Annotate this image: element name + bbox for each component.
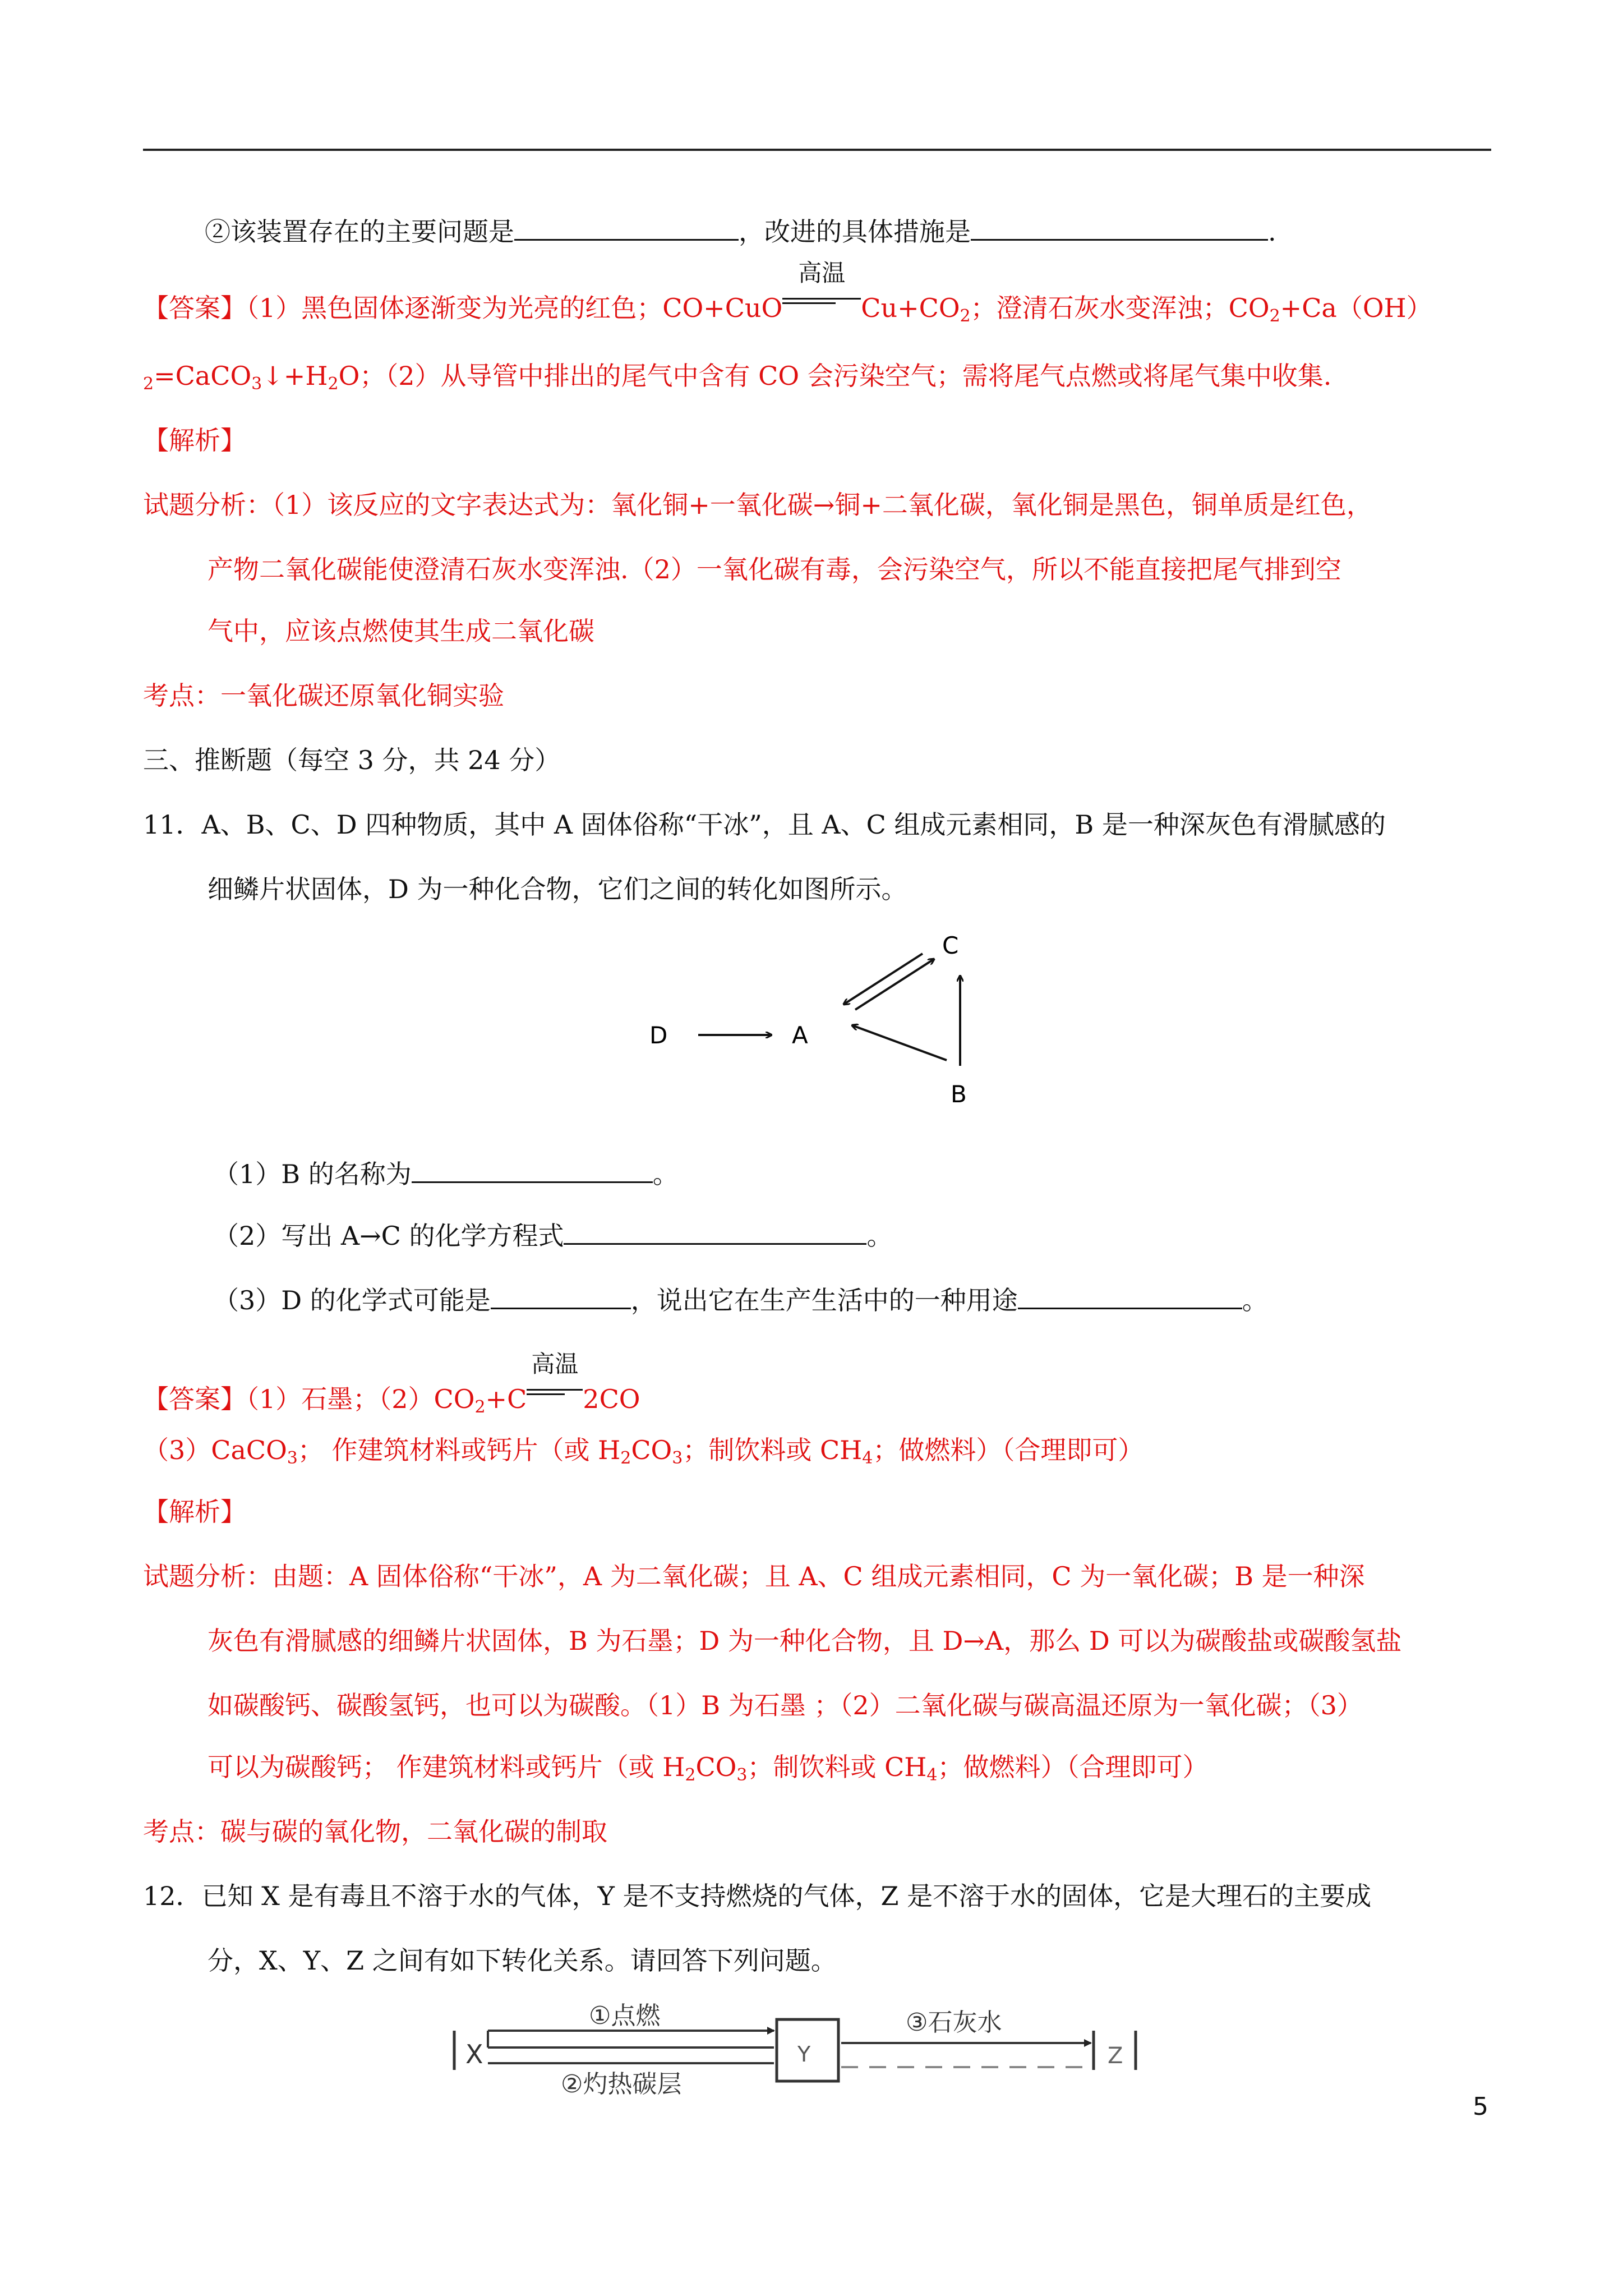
answer-10-line-1: 【答案】（1）黑色固体逐渐变为光亮的红色；CO+CuO 高温 $Cu+CO_2$；澄清石灰水变浑浊；$CO_2+Ca(OH)$ [143,259,1432,326]
arrow-c-to-a [844,954,923,1004]
conversion-diagram-12 [443,1997,1144,2104]
analysis-11-line-4: 可以为碳酸钙； 作建筑材料或钙片（或 $H_2CO_3$；制饮料或 $CH_4$；做燃料）（合理即可） [208,1752,1209,1785]
answer-11-line-2: （3）CaCO$_3$； 作建筑材料或钙片（或 $H_2CO_3$；制饮料或 $CH_4$；做燃料）（合理即可） [143,1435,1144,1468]
analysis-11-line-2: 灰色有滑腻感的细鳞片状固体，B 为石墨；D 为一种化合物，且 D→A，那么 D 可以为碳酸盐或碳酸氢盐 [208,1626,1402,1656]
question-12-line-1: 12．已知 X 是有毒且不溶于水的气体，Y 是不支持燃烧的气体，Z 是不溶于水的固体，它是大理石的主要成 [143,1881,1372,1911]
header-rule [143,149,1491,151]
answer-tag: 【答案】 [143,1384,246,1414]
key-point-10: 考点：一氧化碳还原氧化铜实验 [143,680,504,711]
question-11-part-1: （1）B 的名称为 。 [213,1156,679,1191]
section-title: 三、推断题（每空 3 分，共 24 分） [143,745,561,775]
node-x: X [465,2039,483,2069]
answer-tag: 【答案】 [143,293,246,323]
analysis-10-line-1: 试题分析：（1）该反应的文字表达式为：氧化铜+一氧化碳→铜+二氧化碳，氧化铜是黑色，铜单质是红色， [143,490,1372,520]
answer-blank[interactable] [491,1282,631,1309]
analysis-tag: 【解析】 [143,1497,246,1527]
question-12-line-2: 分，X、Y、Z 之间有如下转化关系。请回答下列问题。 [208,1945,837,1976]
step-1-label: ①点燃 [589,2001,661,2030]
page-number: 5 [1473,2092,1488,2121]
node-d: D [649,1022,668,1049]
answer-blank[interactable] [514,213,739,241]
question-11-part-3: （3）D 的化学式可能是 ，说出它在生产生活中的一种用途 。 [213,1282,1268,1317]
reaction-condition-arrow: 高温 [782,283,861,317]
arrow-a-to-c [855,959,934,1010]
node-b: B [951,1080,967,1108]
question-11-line-2: 细鳞片状固体，D 为一种化合物，它们之间的转化如图所示。 [208,874,907,904]
answer-blank[interactable] [1018,1282,1242,1309]
answer-10-line-2: $_2=CaCO_3↓+H_2O$；（2）从导管中排出的尾气中含有 CO 会污染空气；需将尾气点燃或将尾气集中收集. [143,361,1332,394]
question-text: . [1268,217,1276,247]
node-a: A [792,1022,808,1049]
question-10-part-2 [205,213,1276,249]
question-11-line-1: 11．A、B、C、D 四种物质，其中 A 固体俗称“干冰”，且 A、C 组成元素相同，B 是一种深灰色有滑腻感的 [143,809,1386,840]
answer-blank[interactable] [971,213,1268,241]
arrow-b-to-a [852,1025,947,1060]
answer-blank[interactable] [564,1217,866,1245]
conversion-diagram-11 [617,920,1009,1128]
key-point-11: 考点：碳与碳的氧化物，二氧化碳的制取 [143,1816,607,1847]
step-2-label: ②灼热碳层 [561,2070,682,2099]
answer-11-line-1: 【答案】（1）石墨；$(2)CO_2+C$ 高温 2CO [143,1350,640,1417]
node-c: C [942,932,959,959]
question-text: ②该装置存在的主要问题是 [205,217,514,247]
node-y: Y [797,2042,811,2067]
analysis-10-line-3: 气中，应该点燃使其生成二氧化碳 [208,616,594,646]
node-z: Z [1108,2043,1123,2069]
analysis-11-line-3: 如碳酸钙、碳酸氢钙，也可以为碳酸。（1）B 为石墨 ；（2）二氧化碳与碳高温还原为一氧化碳；（3） [208,1690,1363,1720]
reaction-condition-arrow: 高温 [527,1374,583,1408]
analysis-10-line-2: 产物二氧化碳能使澄清石灰水变浑浊.（2）一氧化碳有毒，会污染空气，所以不能直接把尾气排到空 [208,554,1341,585]
analysis-11-line-1: 试题分析：由题：A 固体俗称“干冰”，A 为二氧化碳；且 A、C 组成元素相同，C 为一氧化碳；B 是一种深 [143,1561,1365,1591]
step-3-label: ③石灰水 [906,2008,1002,2037]
question-text: ，改进的具体措施是 [739,217,971,247]
answer-blank[interactable] [412,1156,653,1183]
question-11-part-2: （2）写出 A→C 的化学方程式 。 [213,1217,892,1253]
analysis-tag: 【解析】 [143,425,246,455]
